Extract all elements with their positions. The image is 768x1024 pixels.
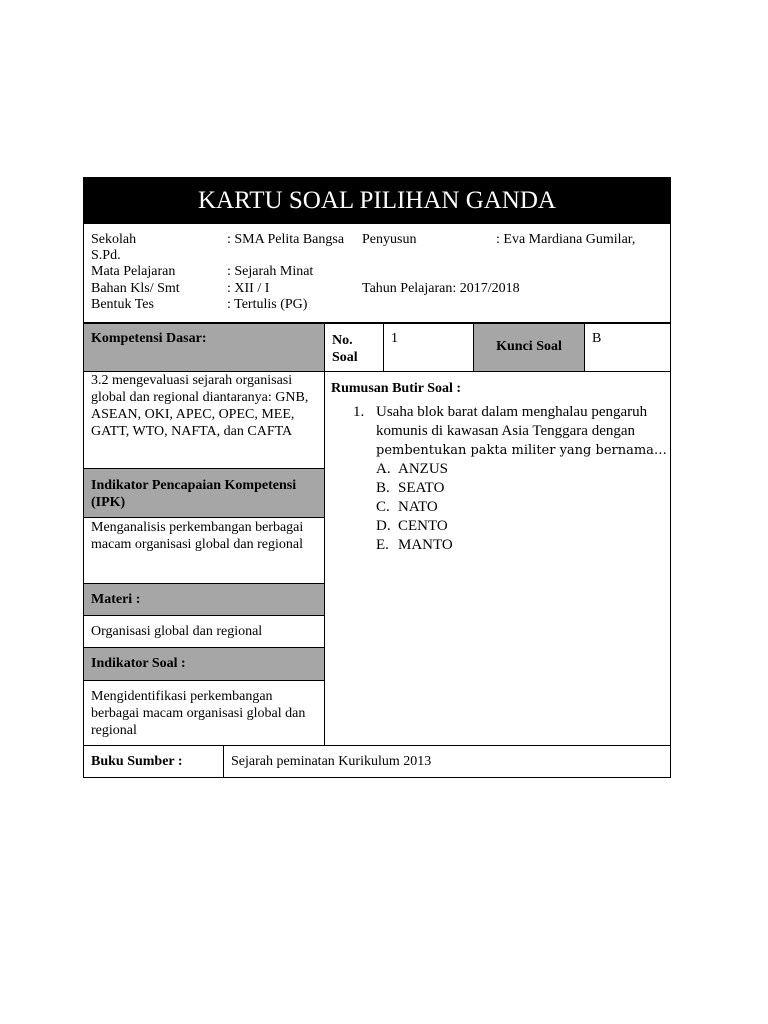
indikator-soal-text: Mengidentifikasi perkembangan berbagai macam organisasi global dan regional [91, 689, 306, 738]
buku-sumber-label: Buku Sumber : [91, 754, 183, 769]
grid-line [84, 371, 670, 372]
sekolah-value: : SMA Pelita Bangsa [227, 232, 345, 247]
grid-line [84, 615, 325, 616]
question-card [83, 177, 671, 778]
option-e-letter: E. [376, 537, 389, 553]
mapel-label: Mata Pelajaran [91, 264, 176, 279]
option-a-letter: A. [376, 461, 391, 477]
materi-label: Materi : [84, 584, 324, 615]
grid-line [223, 745, 224, 777]
rumusan-label: Rumusan Butir Soal : [331, 381, 462, 396]
penyusun-continued: S.Pd. [91, 248, 121, 263]
grid-line [84, 323, 670, 324]
kelas-label: Bahan Kls/ Smt [91, 281, 180, 296]
grid-line [84, 583, 325, 584]
option-c-text: NATO [398, 499, 438, 515]
grid-line [84, 647, 325, 648]
option-c-letter: C. [376, 499, 390, 515]
card-title: KARTU SOAL PILIHAN GANDA [84, 178, 670, 224]
option-a-text: ANZUS [398, 461, 449, 477]
grid-line [84, 468, 325, 469]
kunci-soal-label: Kunci Soal [474, 323, 584, 371]
option-b-letter: B. [376, 480, 390, 496]
ipk-text: Menganalisis perkembangan berbagai macam organisasi global dan regional [91, 520, 304, 552]
kelas-value: : XII / I [227, 281, 270, 296]
ipk-label: Indikator Pencapaian Kompetensi (IPK) [84, 469, 324, 517]
grid-line [84, 680, 325, 681]
grid-line [84, 517, 325, 518]
sekolah-label: Sekolah [91, 232, 137, 247]
no-soal-value: 1 [391, 331, 398, 346]
question-line-3: pembentukan pakta militer yang bernama… [376, 443, 667, 458]
grid-line [383, 323, 384, 371]
penyusun-value: : Eva Mardiana Gumilar, [496, 232, 636, 247]
grid-line [324, 323, 325, 746]
question-line-2: komunis di kawasan Asia Tenggara dengan [376, 423, 636, 439]
question-number: 1. [353, 404, 365, 420]
kd-text: 3.2 mengevaluasi sejarah organisasi global dan regional diantaranya: GNB, ASEAN, OKI, APEC, OPEC, MEE, GATT, WTO, NAFTA, dan CAFTA [91, 373, 309, 439]
grid-line [584, 323, 585, 371]
penyusun-label: Penyusun [362, 232, 417, 247]
tahun-pelajaran: Tahun Pelajaran: 2017/2018 [362, 281, 520, 296]
question-line-1: Usaha blok barat dalam menghalau pengaruh [376, 404, 648, 420]
grid-line [473, 323, 474, 371]
option-b-text: SEATO [398, 480, 445, 496]
materi-text: Organisasi global dan regional [91, 624, 263, 639]
indikator-soal-label: Indikator Soal : [84, 648, 324, 680]
kunci-soal-value: B [592, 331, 602, 346]
no-soal-label: No. Soal [332, 333, 358, 365]
question-area [325, 372, 670, 745]
option-d-letter: D. [376, 518, 391, 534]
kd-label: Kompetensi Dasar: [84, 323, 324, 371]
bentuk-label: Bentuk Tes [91, 297, 154, 312]
option-e-text: MANTO [398, 537, 453, 553]
buku-sumber-text: Sejarah peminatan Kurikulum 2013 [231, 754, 432, 769]
mapel-value: : Sejarah Minat [227, 264, 314, 279]
option-d-text: CENTO [398, 518, 448, 534]
bentuk-value: : Tertulis (PG) [227, 297, 308, 312]
grid-line [84, 745, 670, 746]
identity-header [84, 224, 670, 323]
